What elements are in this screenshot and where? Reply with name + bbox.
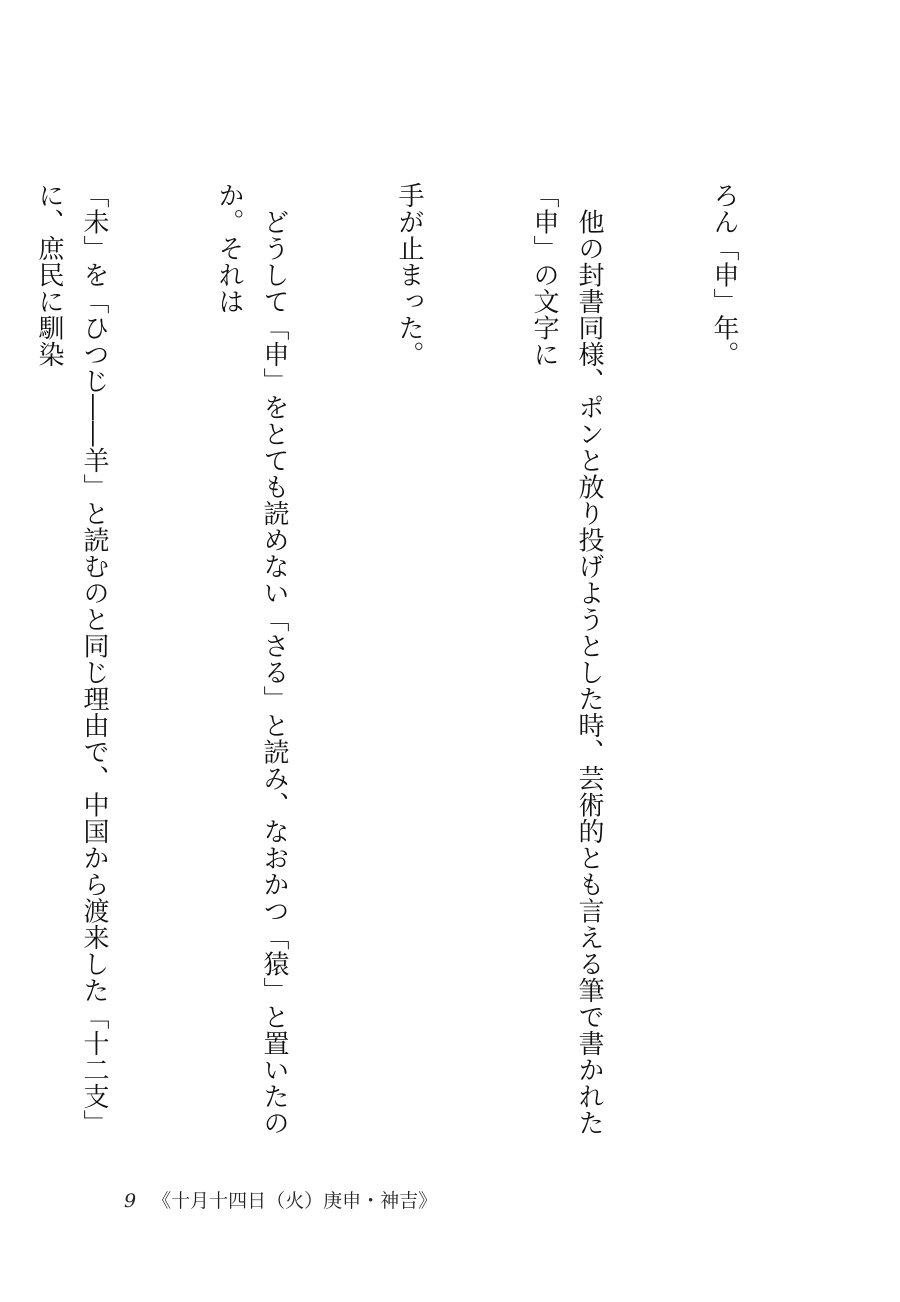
text-line: 手が止まった。	[394, 182, 424, 368]
text-line: ろん「申」年。	[709, 182, 739, 368]
chapter-title: 《十月十四日（火）庚申・神吉》	[152, 1190, 438, 1212]
text-line: 他の封書同様、ポンと放り投げようとした時、芸術的とも言える筆で書かれた「申」の文字に	[529, 182, 604, 1136]
text-line: 「未」を「ひつじ――羊」と読むのと同じ理由で、中国から渡来した「十二支」に、庶民に馴染	[34, 182, 109, 1136]
page-footer	[124, 1186, 437, 1213]
text-line: どうして「申」をとても読めない「さる」と読み、なおかつ「猿」と置いたのか。それは	[214, 182, 289, 1136]
vertical-text-body	[0, 182, 836, 1162]
page-number: 9	[124, 1190, 137, 1212]
